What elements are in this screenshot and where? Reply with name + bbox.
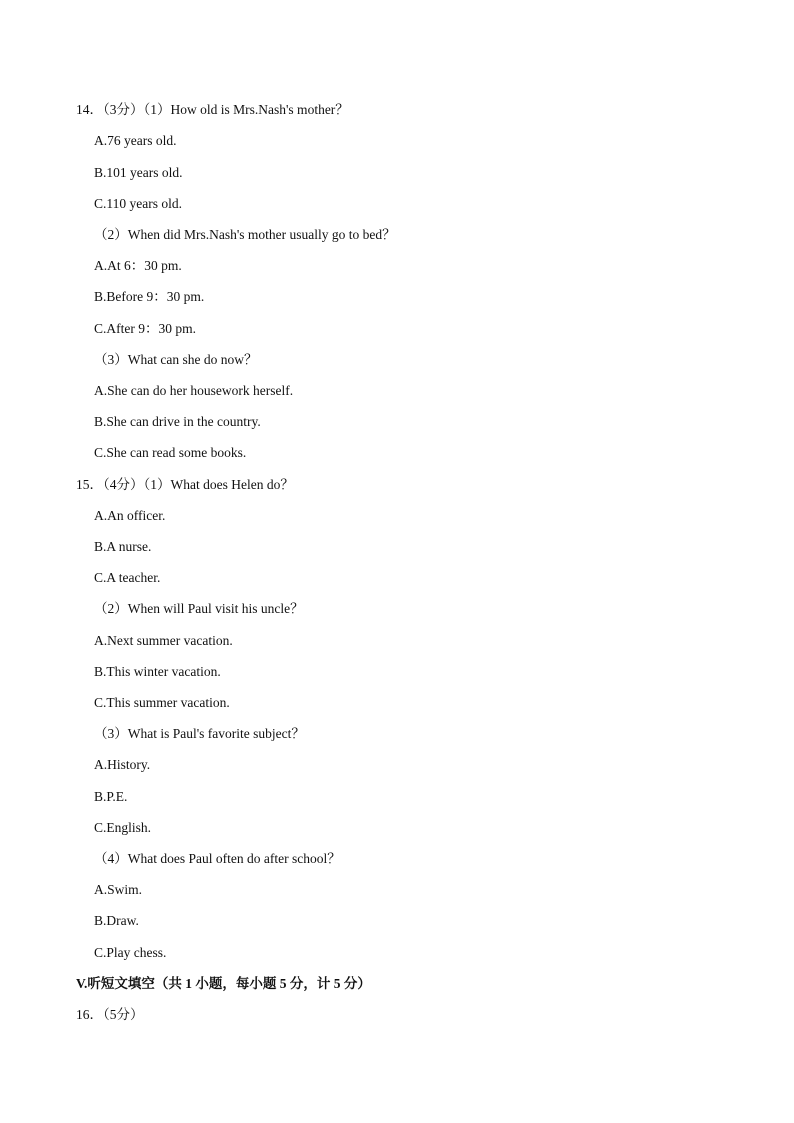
q15-subquestion-4: （4）What does Paul often do after school？ [94, 851, 341, 866]
q14-subquestion-3: （3）What can she do now？ [94, 352, 258, 367]
q15-3-option-b: B.P.E. [94, 789, 128, 804]
q15-3-option-a: A.History. [94, 757, 151, 772]
q14-1-option-c: C.110 years old. [94, 196, 182, 211]
q15-2-option-b: B.This winter vacation. [94, 664, 221, 679]
q15-3-option-c: C.English. [94, 820, 152, 835]
question-15-head: 15．（4分）（1）What does Helen do？ [76, 477, 294, 492]
q14-subquestion-2: （2）When did Mrs.Nash's mother usually go to bed？ [94, 227, 396, 242]
q15-4-option-b: B.Draw. [94, 913, 139, 928]
q14-2-option-c: C.After 9：30 pm. [94, 321, 196, 336]
q14-1-option-b: B.101 years old. [94, 165, 183, 180]
section-heading: V.听短文填空（共 1 小题，每小题 5 分，计 5 分） [76, 976, 371, 991]
q15-subquestion-3: （3）What is Paul's favorite subject？ [94, 726, 305, 741]
q15-1-option-c: C.A teacher. [94, 570, 161, 585]
q15-subquestion-2: （2）When will Paul visit his uncle？ [94, 601, 304, 616]
q14-3-option-a: A.She can do her housework herself. [94, 383, 294, 398]
q14-2-option-b: B.Before 9：30 pm. [94, 289, 205, 304]
q15-4-option-a: A.Swim. [94, 882, 143, 897]
q15-2-option-a: A.Next summer vacation. [94, 633, 233, 648]
question-16-head: 16．（5分） [76, 1007, 144, 1022]
q15-1-option-b: B.A nurse. [94, 539, 152, 554]
question-14-head: 14．（3分）（1）How old is Mrs.Nash's mother？ [76, 102, 349, 117]
q14-3-option-b: B.She can drive in the country. [94, 414, 261, 429]
q15-2-option-c: C.This summer vacation. [94, 695, 230, 710]
q14-2-option-a: A.At 6：30 pm. [94, 258, 182, 273]
q15-4-option-c: C.Play chess. [94, 945, 167, 960]
q15-1-option-a: A.An officer. [94, 508, 166, 523]
q14-3-option-c: C.She can read some books. [94, 445, 247, 460]
q14-1-option-a: A.76 years old. [94, 133, 177, 148]
